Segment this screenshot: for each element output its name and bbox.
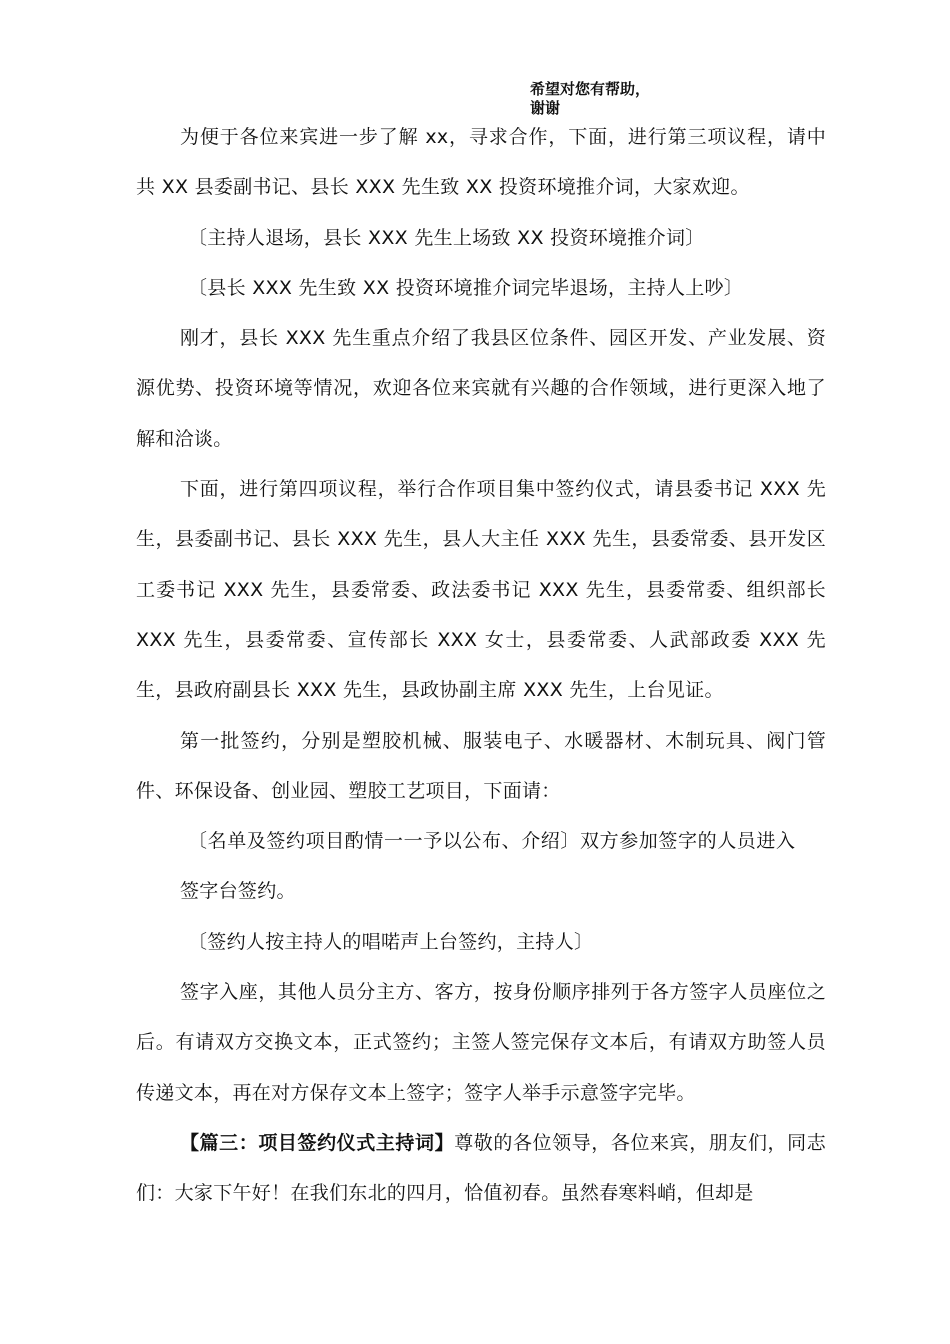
paragraph-signing-process: 签字入座，其他人员分主方、客方，按身份顺序排列于各方签字人员座位之后。有请双方交换文本，正式签约；主签人签完保存文本后，有请双方助签人员传递文本，再在对方保存文本上签字；签字人举手示意签字完毕。 xyxy=(136,981,826,1104)
paragraph-stage-note-3: 〔名单及签约项目酌情一一予以公布、介绍〕双方参加签字的人员进入 xyxy=(188,830,796,853)
part-three-heading: 【篇三：项目签约仪式主持词】 xyxy=(180,1131,455,1154)
paragraph-stage-note-4: 〔签约人按主持人的唱喏声上台签约，主持人〕 xyxy=(188,930,594,953)
paragraph-stage-note-1: 〔主持人退场，县长 XXX 先生上场致 XX 投资环境推介词〕 xyxy=(188,226,705,249)
paragraph-agenda-three: 为便于各位来宾进一步了解 xx，寻求合作，下面，进行第三项议程，请中共 XX 县委副书记、县长 XXX 先生致 XX 投资环境推介词，大家欢迎。 xyxy=(136,126,826,199)
header-note-line2: 谢谢 xyxy=(530,99,561,117)
part-three-body: 尊敬的各位领导，各位来宾，朋友们，同志们：大家下午好！在我们东北的四月，恰值初春。虽然春寒料峭，但却是 xyxy=(136,1131,827,1205)
paragraph-agenda-four: 下面，进行第四项议程，举行合作项目集中签约仪式，请县委书记 XXX 先生，县委副书记、县长 XXX 先生，县人大主任 XXX 先生，县委常委、县开发区工委书记 XXX 先生，县委常委、政法委书记 XXX 先生，县委常委、组织部长 XXX 先生，县委常委、宣传部长 XXX 女士，县委常委、人武部政委 XXX 先生，县政府副县长 XXX 先生，县政协副主席 XXX 先生，上台见证。 xyxy=(136,478,826,702)
paragraph-stage-note-2: 〔县长 XXX 先生致 XX 投资环境推介词完毕退场，主持人上吵〕 xyxy=(188,276,744,299)
paragraph-first-batch: 第一批签约，分别是塑胶机械、服装电子、水暖器材、木制玩具、阀门管件、环保设备、创业园、塑胶工艺项目，下面请： xyxy=(136,729,826,802)
document-body xyxy=(136,112,826,1219)
paragraph-part-three xyxy=(136,1118,826,1219)
paragraph-stage-note-3-cont: 签字台签约。 xyxy=(180,880,296,903)
paragraph-recap: 刚才，县长 XXX 先生重点介绍了我县区位条件、园区开发、产业发展、资源优势、投资环境等情况，欢迎各位来宾就有兴趣的合作领域，进行更深入地了解和洽谈。 xyxy=(136,327,826,450)
header-note-line1: 希望对您有帮助， xyxy=(530,80,651,98)
